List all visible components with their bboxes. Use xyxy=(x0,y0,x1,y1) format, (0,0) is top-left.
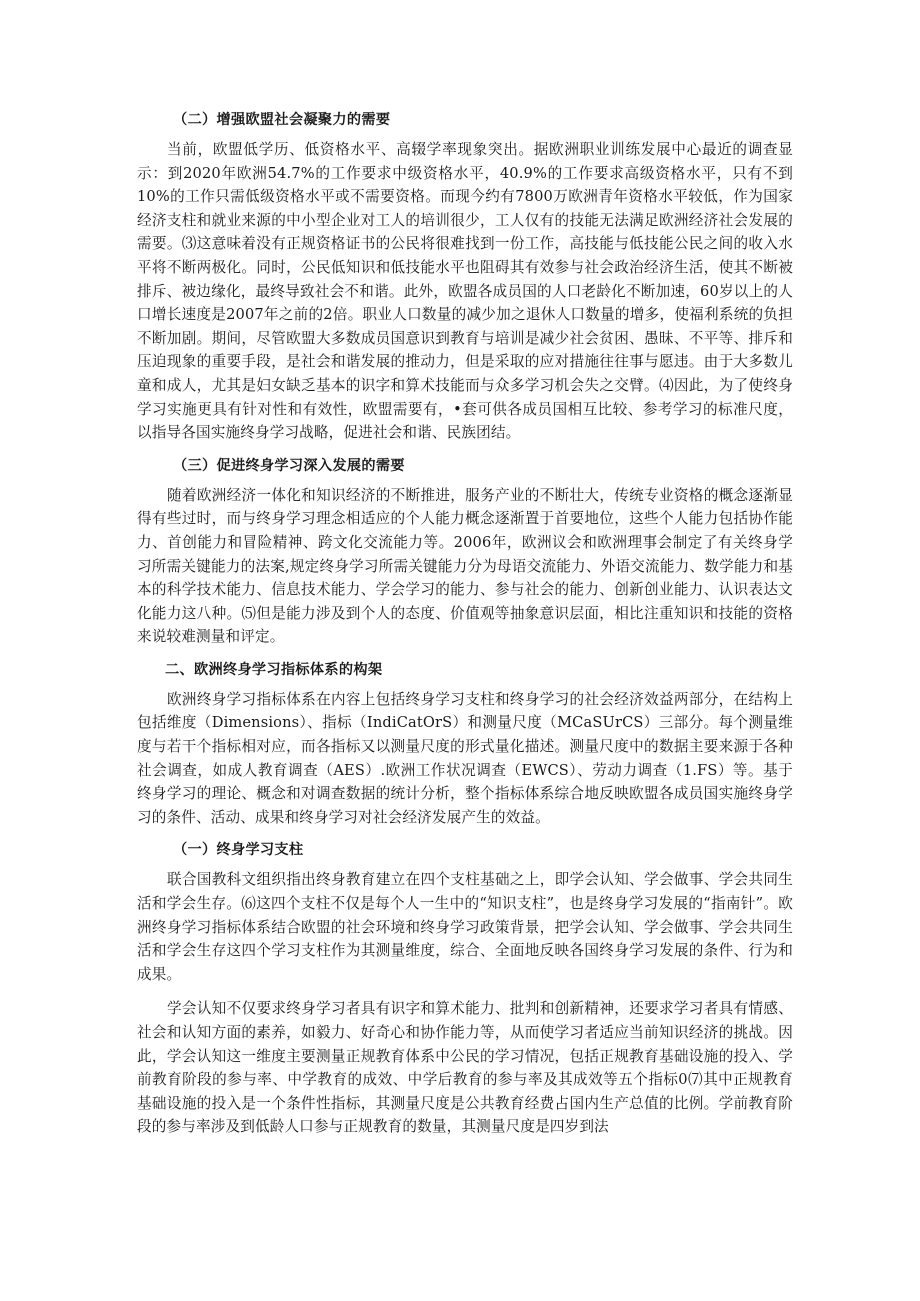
paragraph-lifelong-development: 随着欧洲经济一体化和知识经济的不断推进，服务产业的不断壮大，传统专业资格的概念逐渐显得有些过时，而与终身学习理念相适应的个人能力概念逐渐置于首要地位，这些个人能力包括协作能力、首创能力和冒险精神、跨文化交流能力等。2006年，欧洲议会和欧洲理事会制定了有关终身学习所需关键能力的法案,规定终身学习所需关键能力分为母语交流能力、外语交流能力、数学能力和基本的科学技术能力、信息技术能力、学会学习的能力、参与社会的能力、创新创业能力、认识表达文化能力这八种。⑸但是能力涉及到个人的态度、价值观等抽象意识层面，相比注重知识和技能的资格来说较难测量和评定。 xyxy=(137,486,793,646)
section-heading-cohesion: （二）增强欧盟社会凝聚力的需要 xyxy=(173,112,391,128)
paragraph-cohesion: 当前，欧盟低学历、低资格水平、高辍学率现象突出。据欧洲职业训练发展中心最近的调查显示：到2020年欧洲54.7%的工作要求中级资格水平，40.9%的工作要求高级资格水平，只有不到10%的工作只需低级资格水平或不需要资格。而现今约有7800万欧洲青年资格水平较低，作为国家经济支柱和就业来源的中小型企业对工人的培训很少，工人仅有的技能无法满足欧洲经济社会发展的需要。⑶这意味着没有正规资格证书的公民将很难找到一份工作，高技能与低技能公民之间的收入水平将不断两极化。同时，公民低知识和低技能水平也阻碍其有效参与社会政治经济生活，使其不断被排斥、被边缘化，最终导致社会不和谐。此外，欧盟各成员国的人口老龄化不断加速，60岁以上的人口增长速度是2007年之前的2倍。职业人口数量的减少加之退休人口数量的增多，使福利系统的负担不断加剧。期间，尽管欧盟大多数成员国意识到教育与培训是减少社会贫困、愚昧、不平等、排斥和压迫现象的重要手段，是社会和谐发展的推动力，但是采取的应对措施往往事与愿违。由于大多数儿童和成人，尤其是妇女缺乏基本的识字和算术技能而与众多学习机会失之交臂。⑷因此，为了使终身学习实施更具有针对性和有效性，欧盟需要有，•套可供各成员国相互比较、参考学习的标准尺度，以指导各国实施终身学习战略，促进社会和谐、民族团结。 xyxy=(137,141,793,442)
paragraph-learning-to-know: 学会认知不仅要求终身学习者具有识字和算术能力、批判和创新精神，还要求学习者具有情感、社会和认知方面的素养，如毅力、好奇心和协作能力等，从而使学习者适应当前知识经济的挑战。因此，学会认知这一维度主要测量正规教育体系中公民的学习情况，包括正规教育基础设施的投入、学前教育阶段的参与率、中学教育的成效、中学后教育的参与率及其成效等五个指标0⑺其中正规教育基础设施的投入是一个条件性指标，其测量尺度是公共教育经费占国内生产总值的比例。学前教育阶段的参与率涉及到低龄人口参与正规教育的数量，其测量尺度是四岁到法 xyxy=(137,1000,793,1136)
document-body xyxy=(137,110,793,1139)
section-heading-lifelong-development: （三）促进终身学习深入发展的需要 xyxy=(173,457,405,474)
paragraph-indicator-framework: 欧洲终身学习指标体系在内容上包括终身学习支柱和终身学习的社会经济效益两部分，在结构上包括维度（Dimensions）、指标（IndiCatOrS）和测量尺度（MCaSUrCS）三部分。每个测量维度与若干个指标相对应，而各指标又以测量尺度的形式量化描述。测量尺度中的数据主要来源于各种社会调查，如成人教育调查（AES）.欧洲工作状况调查（EWCS）、劳动力调查（1.FS）等。基于终身学习的理论、概念和对调查数据的统计分析，整个指标体系综合地反映欧盟各成员国实施终身学习的条件、活动、成果和终身学习对社会经济发展产生的效益。 xyxy=(137,690,793,826)
section-heading-indicator-framework: 二、欧洲终身学习指标体系的构架 xyxy=(165,661,383,678)
section-heading-learning-pillars: （一）终身学习支柱 xyxy=(173,842,304,859)
paragraph-learning-pillars: 联合国教科文组织指出终身教育建立在四个支柱基础之上，即学会认知、学会做事、学会共同生活和学会生存。⑹这四个支柱不仅是每个人一生中的“知识支柱”，也是终身学习发展的“指南针”。欧洲终身学习指标体系结合欧盟的社会环境和终身学习政策背景，把学会认知、学会做事、学会共同生活和学会生存这四个学习支柱作为其测量维度，综合、全面地反映各国终身学习发展的条件、行为和成果。 xyxy=(137,871,793,983)
